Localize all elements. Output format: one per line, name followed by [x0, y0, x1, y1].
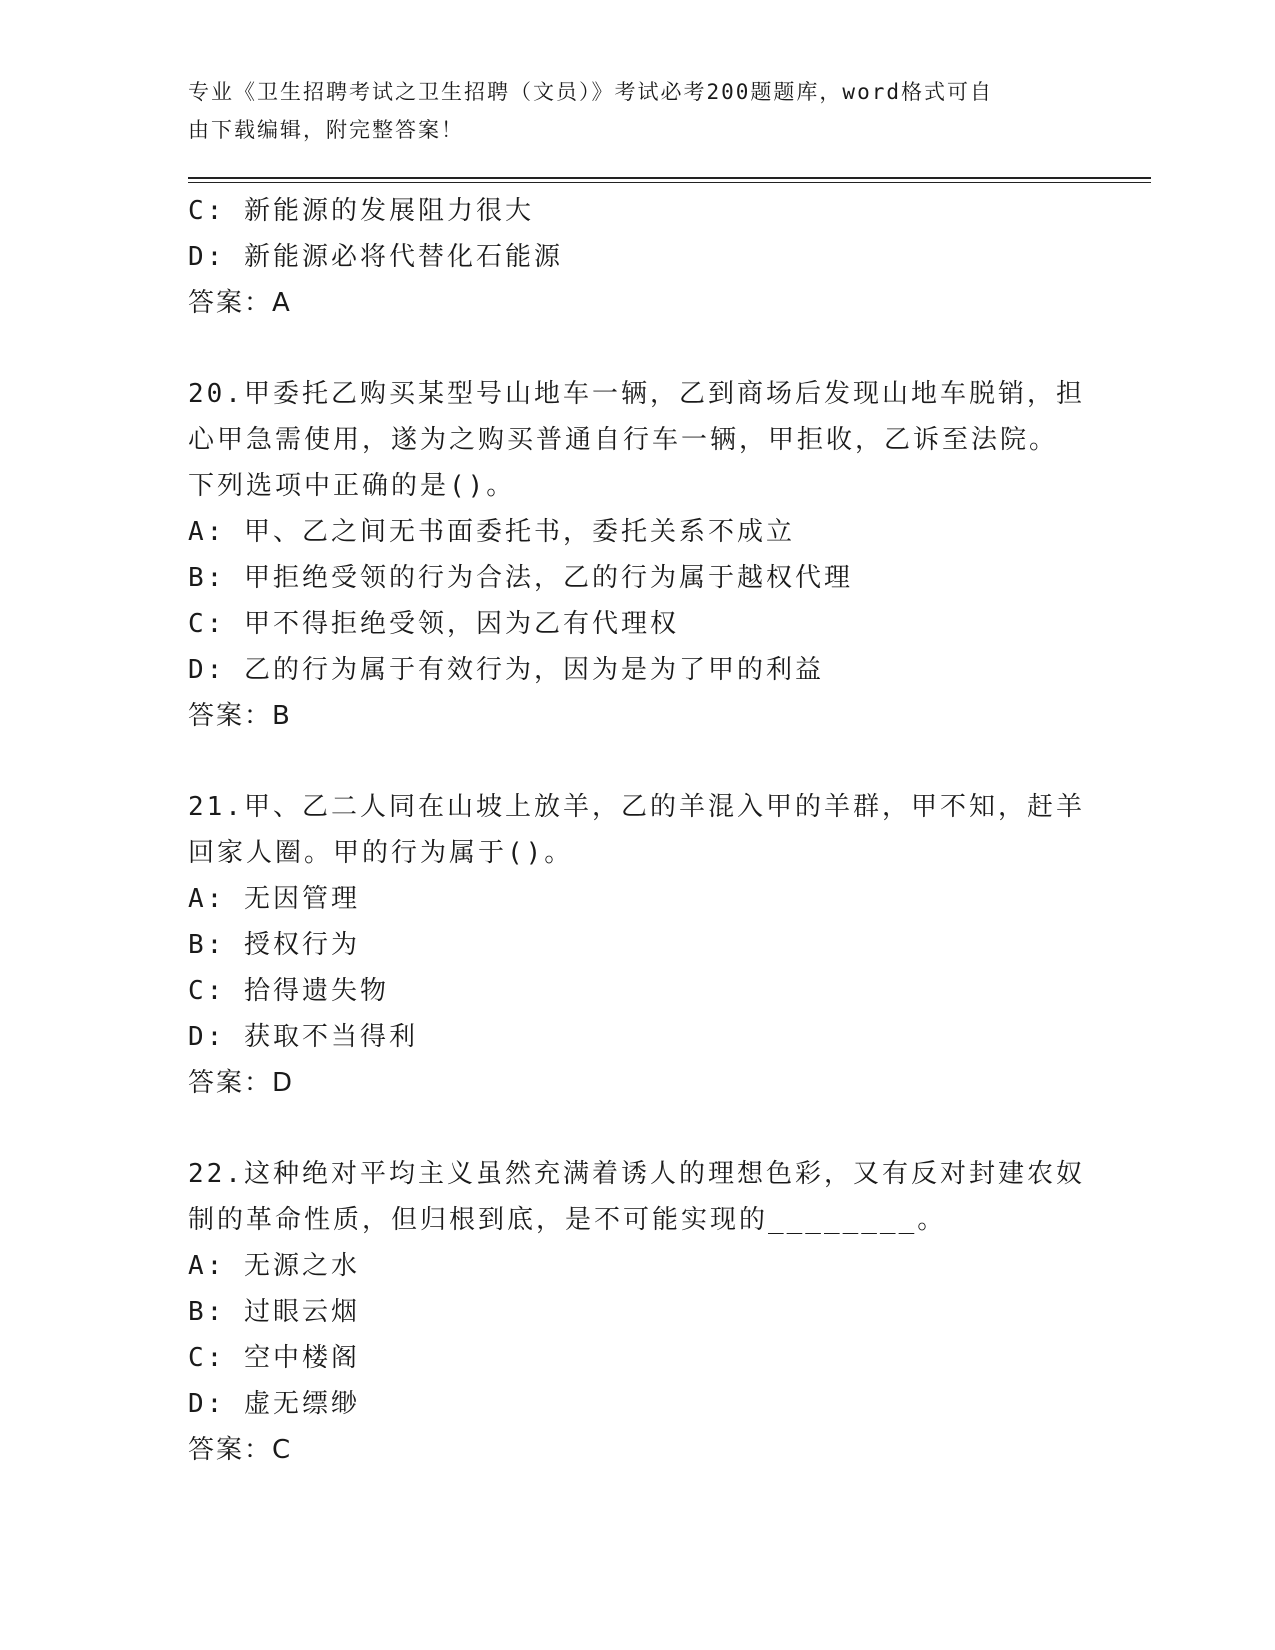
option-d: D: 新能源必将代替化石能源 — [188, 242, 563, 272]
question-22 — [188, 1151, 1108, 1473]
option-c: C: 空中楼阁 — [188, 1343, 360, 1373]
question-line-1: 21.甲、乙二人同在山坡上放羊，乙的羊混入甲的羊群，甲不知，赶羊 — [188, 792, 1085, 822]
page-header — [188, 73, 1068, 149]
question-prev — [188, 188, 1108, 326]
question-line-2: 回家人圈。甲的行为属于()。 — [188, 838, 574, 868]
answer: 答案：A — [188, 288, 292, 318]
question-line-2: 心甲急需使用，遂为之购买普通自行车一辆，甲拒收，乙诉至法院。 — [188, 425, 1059, 455]
option-c: C: 新能源的发展阻力很大 — [188, 196, 534, 226]
question-text — [188, 371, 1108, 509]
header-line-1: 专业《卫生招聘考试之卫生招聘（文员）》考试必考200题题库，word格式可自 — [188, 80, 993, 104]
spacer — [188, 739, 1108, 784]
question-text — [188, 784, 1108, 876]
option-b: B: 授权行为 — [188, 930, 360, 960]
option-a: A: 无因管理 — [188, 884, 360, 914]
question-21 — [188, 784, 1108, 1106]
option-d: D: 乙的行为属于有效行为，因为是为了甲的利益 — [188, 655, 824, 685]
answer: 答案：D — [188, 1068, 295, 1098]
question-line-1: 20.甲委托乙购买某型号山地车一辆，乙到商场后发现山地车脱销，担 — [188, 379, 1085, 409]
option-a: A: 甲、乙之间无书面委托书，委托关系不成立 — [188, 517, 795, 547]
question-text — [188, 1151, 1108, 1243]
option-c: C: 拾得遗失物 — [188, 976, 389, 1006]
option-b: B: 过眼云烟 — [188, 1297, 360, 1327]
option-a: A: 无源之水 — [188, 1251, 360, 1281]
spacer — [188, 326, 1108, 371]
option-c: C: 甲不得拒绝受领，因为乙有代理权 — [188, 609, 679, 639]
option-d: D: 获取不当得利 — [188, 1022, 418, 1052]
answer: 答案：C — [188, 1435, 293, 1465]
spacer — [188, 1106, 1108, 1151]
header-divider-thick — [188, 177, 1151, 179]
header-divider-thin — [188, 182, 1151, 183]
question-line-1: 22.这种绝对平均主义虽然充满着诱人的理想色彩，又有反对封建农奴 — [188, 1159, 1085, 1189]
option-d: D: 虚无缥缈 — [188, 1389, 360, 1419]
question-list — [188, 188, 1108, 1473]
answer: 答案：B — [188, 701, 292, 731]
question-line-2: 制的革命性质，但归根到底，是不可能实现的________。 — [188, 1205, 947, 1235]
question-line-3: 下列选项中正确的是()。 — [188, 471, 516, 501]
question-20 — [188, 371, 1108, 739]
option-b: B: 甲拒绝受领的行为合法，乙的行为属于越权代理 — [188, 563, 853, 593]
header-line-2: 由下载编辑，附完整答案！ — [188, 118, 464, 142]
